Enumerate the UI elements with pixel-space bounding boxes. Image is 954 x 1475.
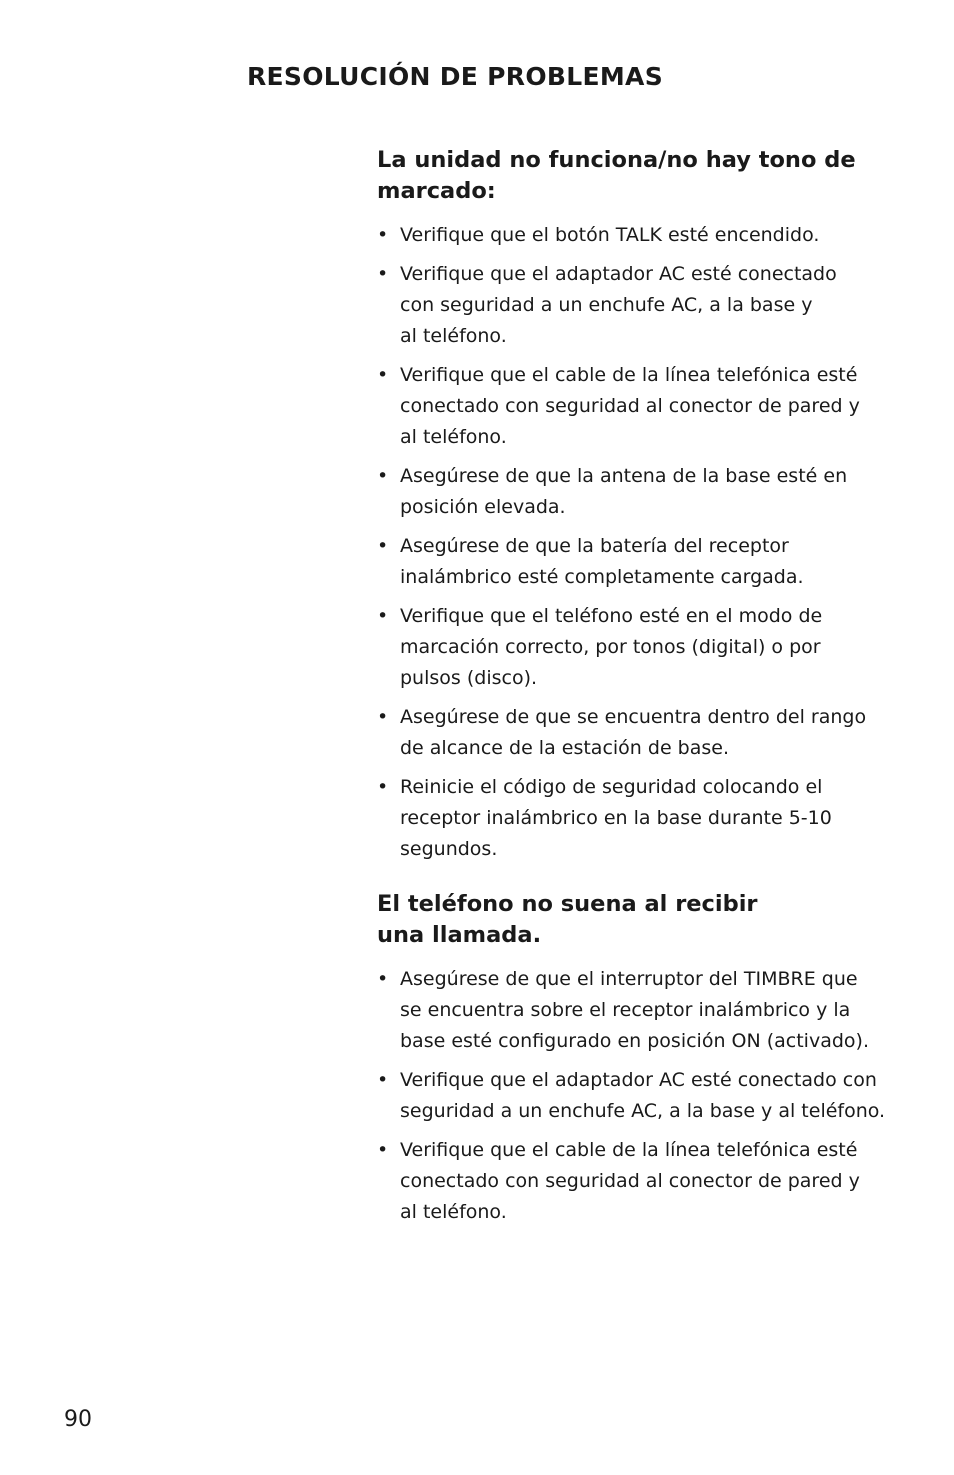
page-number: 90 — [64, 1407, 92, 1432]
list-item — [377, 1065, 917, 1127]
bullet-icon: • — [377, 968, 389, 990]
list-item-text: Asegúrese de que se encuentra dentro del rango de alcance de la estación de base. — [400, 706, 867, 759]
bullet-icon: • — [377, 605, 389, 627]
list-item-text: Reinicie el código de seguridad colocando el receptor inalámbrico en la base durante 5-10 segundos. — [400, 776, 832, 860]
list-item — [377, 259, 917, 352]
list-item — [377, 360, 917, 453]
bullet-icon: • — [377, 1069, 389, 1091]
bullet-icon: • — [377, 465, 389, 487]
bullet-icon: • — [377, 364, 389, 386]
list-item-text: Verifique que el teléfono esté en el modo de marcación correcto, por tonos (digital) o por pulsos (disco). — [400, 605, 823, 689]
bullet-icon: • — [377, 224, 389, 246]
list-item — [377, 601, 917, 694]
list-item — [377, 531, 917, 593]
page-title: RESOLUCIÓN DE PROBLEMAS — [247, 62, 664, 91]
section-no-dial-tone — [377, 145, 917, 865]
list-item-text: Verifique que el adaptador AC esté conectado con seguridad a un enchufe AC, a la base y al teléfono. — [400, 1069, 886, 1122]
list-item — [377, 220, 917, 251]
section-heading: La unidad no funciona/no hay tono de marcado: — [377, 147, 856, 204]
bullet-icon: • — [377, 706, 389, 728]
bullet-list — [377, 220, 917, 865]
bullet-icon: • — [377, 776, 389, 798]
troubleshooting-content — [377, 145, 917, 1228]
section-heading: El teléfono no suena al recibir una llamada. — [377, 891, 758, 948]
list-item-text: Verifique que el cable de la línea telefónica esté conectado con seguridad al conector de pared y al teléfono. — [400, 364, 860, 448]
list-item — [377, 1135, 917, 1228]
list-item-text: Asegúrese de que la antena de la base esté en posición elevada. — [400, 465, 848, 518]
bullet-icon: • — [377, 1139, 389, 1161]
list-item-text: Verifique que el cable de la línea telefónica esté conectado con seguridad al conector de pared y al teléfono. — [400, 1139, 860, 1223]
list-item-text: Verifique que el adaptador AC esté conectado con seguridad a un enchufe AC, a la base y al teléfono. — [400, 263, 837, 347]
list-item-text: Asegúrese de que el interruptor del TIMBRE que se encuentra sobre el receptor inalámbrico y la base esté configurado en posición ON (activado). — [400, 968, 869, 1052]
list-item — [377, 461, 917, 523]
list-item — [377, 772, 917, 865]
list-item — [377, 702, 917, 764]
section-no-ring — [377, 889, 917, 1228]
list-item — [377, 964, 917, 1057]
list-item-text: Asegúrese de que la batería del receptor inalámbrico esté completamente cargada. — [400, 535, 804, 588]
bullet-icon: • — [377, 263, 389, 285]
bullet-list — [377, 964, 917, 1228]
list-item-text: Verifique que el botón TALK esté encendido. — [400, 224, 820, 246]
bullet-icon: • — [377, 535, 389, 557]
